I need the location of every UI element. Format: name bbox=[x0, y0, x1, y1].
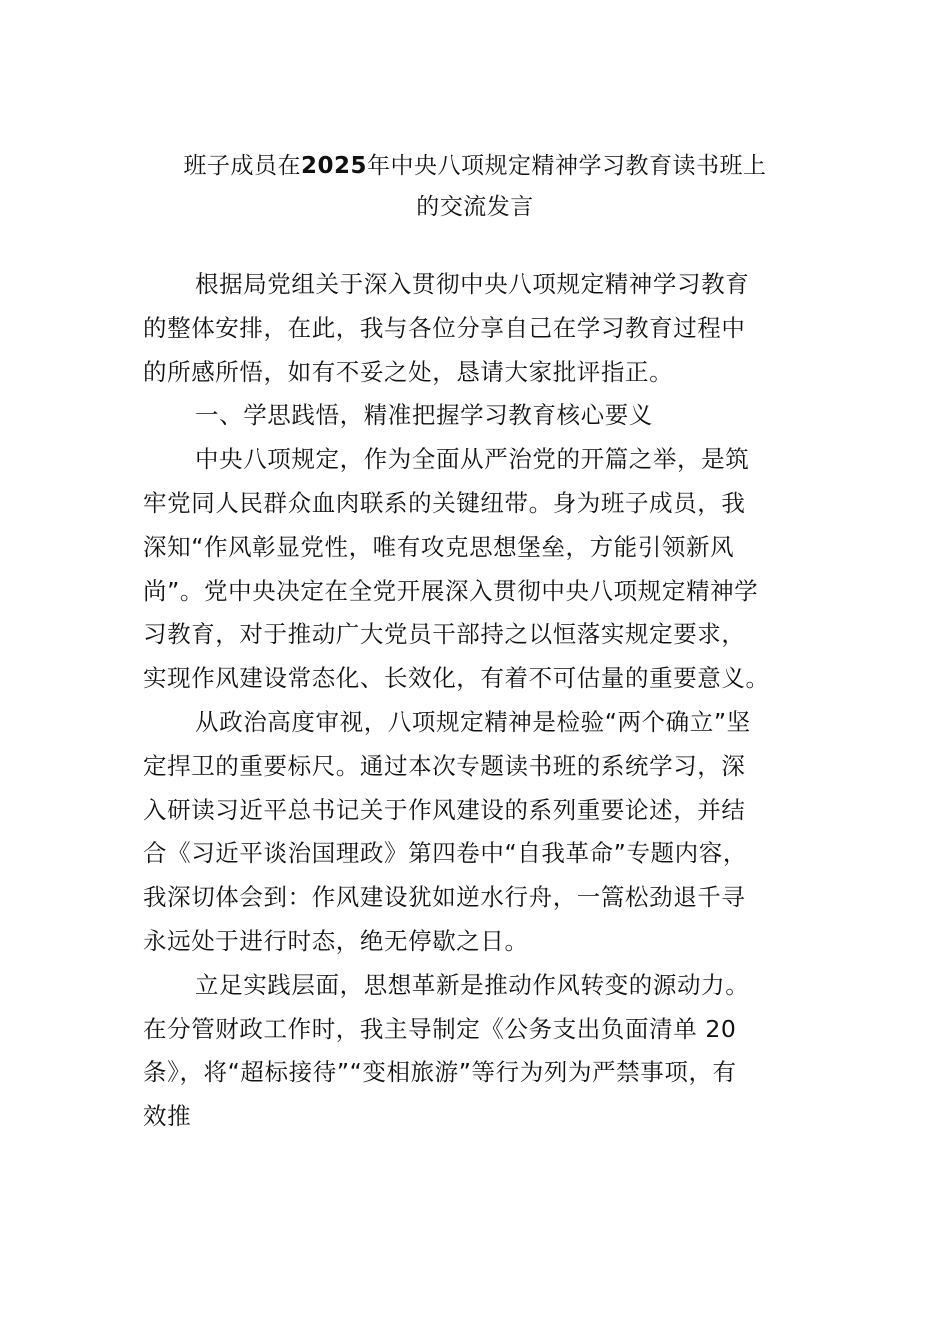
body-line: 中央八项规定，作为全面从严治党的开篇之举，是筑 bbox=[195, 445, 750, 474]
title-year: 2025 bbox=[300, 153, 367, 179]
body-line: 的所感所悟，如有不妥之处，恳请大家批评指正。 bbox=[143, 357, 674, 386]
body-line: 永远处于进行时态，绝无停歇之日。 bbox=[143, 926, 529, 955]
title-line-1 bbox=[140, 146, 810, 187]
body-line: 牢党同人民群众血肉联系的关键纽带。身为班子成员，我 bbox=[143, 488, 746, 517]
body-line: 实现作风建设常态化、长效化，有着不可估量的重要意义。 bbox=[143, 664, 770, 693]
body-line: 效推 bbox=[143, 1102, 192, 1131]
body-line: 入研读习近平总书记关于作风建设的系列重要论述，并结 bbox=[143, 795, 746, 824]
title-suffix: 年中央八项规定精神学习教育读书班上 bbox=[367, 153, 767, 179]
body-line: 合《习近平谈治国理政》第四卷中“自我革命”专题内容， bbox=[143, 839, 747, 868]
section-heading: 一、学思践悟，精准把握学习教育核心要义 bbox=[195, 401, 653, 430]
body-line: 条》，将“超标接待”“变相旅游”等行为列为严禁事项，有 bbox=[143, 1058, 737, 1087]
body-line: 深知“作风彰显党性，唯有攻克思想堡垒，方能引领新风 bbox=[143, 532, 735, 561]
document-title bbox=[140, 146, 810, 228]
title-line-2: 的交流发言 bbox=[416, 194, 534, 220]
body-line: 根据局党组关于深入贯彻中央八项规定精神学习教育 bbox=[195, 270, 750, 298]
body-line: 习教育，对于推动广大党员干部持之以恒落实规定要求， bbox=[143, 620, 746, 649]
document-body bbox=[143, 263, 807, 1139]
body-line: 我深切体会到：作风建设犹如逆水行舟，一篙松劲退千寻 bbox=[143, 883, 746, 912]
body-line: 尚”。党中央决定在全党开展深入贯彻中央八项规定精神学 bbox=[143, 576, 759, 605]
body-line: 在分管财政工作时，我主导制定《公务支出负面清单 20 bbox=[143, 1014, 737, 1043]
body-line: 从政治高度审视，八项规定精神是检验“两个确立”坚 bbox=[195, 707, 751, 736]
body-line: 定捍卫的重要标尺。通过本次专题读书班的系统学习，深 bbox=[143, 751, 746, 780]
title-prefix: 班子成员在 bbox=[183, 153, 301, 179]
body-line: 立足实践层面，思想革新是推动作风转变的源动力。 bbox=[195, 970, 750, 999]
body-line: 的整体安排，在此，我与各位分享自己在学习教育过程中 bbox=[143, 313, 746, 342]
